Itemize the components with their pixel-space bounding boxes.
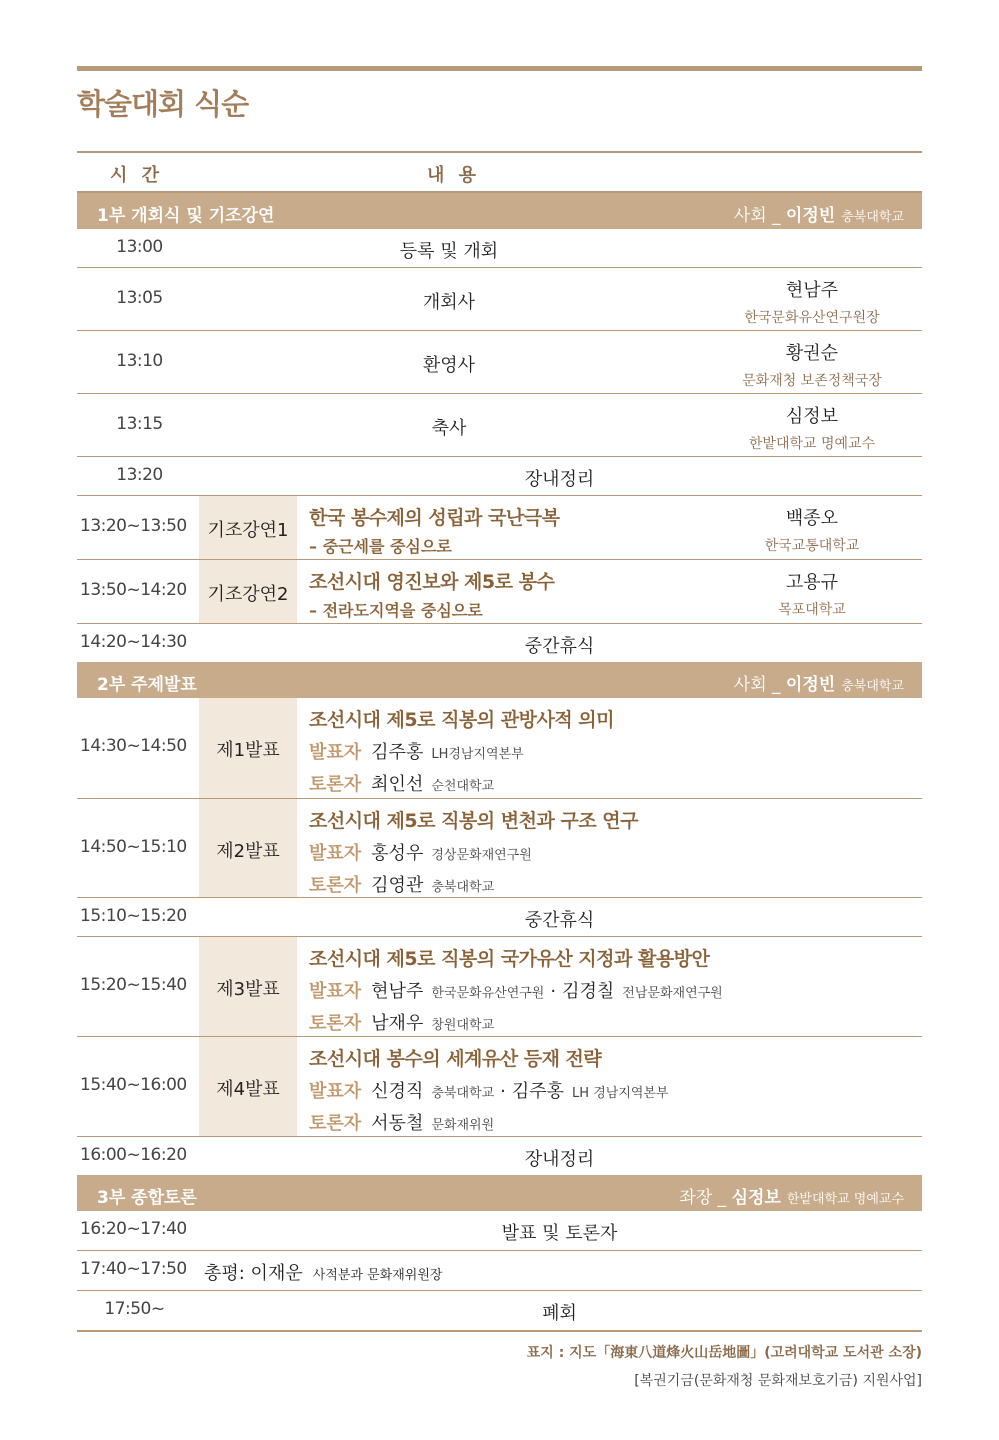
- section-title: 1부 개회식 및 기조강연: [97, 206, 275, 226]
- row-time: 13:15: [116, 414, 163, 434]
- review-row: 총평: 이재운 사적분과 문화재위원장: [204, 1263, 443, 1284]
- section-host: 좌장 _ 심정보 한밭대학교 명예교수: [679, 1188, 904, 1208]
- person: 심정보 한밭대학교 명예교수: [748, 406, 876, 452]
- presentation-talk: 조선시대 제5로 직봉의 관방사적 의미 발표자 김주홍 LH경남지역본부 토론자 최인선 순천대학교: [309, 709, 614, 795]
- section-part1: [77, 193, 922, 229]
- table-row: [77, 1211, 922, 1251]
- top-rule: [77, 66, 922, 71]
- cover-credit: 표지 : 지도「海東八道烽火山岳地圖」(고려대학교 도서관 소장): [526, 1345, 922, 1361]
- row-time: 13:20: [116, 465, 163, 485]
- table-header: [77, 151, 922, 193]
- table-row: [77, 457, 922, 496]
- program-table: [77, 151, 922, 1332]
- presentation-tag: 제2발표: [199, 799, 297, 897]
- row-time: 17:50~: [104, 1299, 165, 1319]
- person: 현남주 한국문화유산연구원장: [744, 280, 880, 326]
- keynote-row: [77, 496, 922, 560]
- table-row: [77, 1291, 922, 1332]
- row-text: 등록 및 개회: [399, 241, 499, 262]
- row-text: 장내정리: [524, 469, 595, 490]
- row-time: 14:20~14:30: [80, 632, 187, 652]
- table-row: [77, 1251, 922, 1291]
- keynote-talk: 조선시대 영진보와 제5로 봉수 – 전라도지역을 중심으로: [309, 571, 555, 620]
- row-time: 16:00~16:20: [80, 1145, 187, 1165]
- keynote-tag: 기조강연1: [199, 496, 297, 559]
- section-title: 3부 종합토론: [97, 1188, 197, 1208]
- row-time: 17:40~17:50: [80, 1259, 187, 1279]
- page-title: 학술대회 식순: [77, 87, 249, 121]
- row-time: 13:20~13:50: [80, 516, 187, 536]
- row-text: 개회사: [422, 292, 476, 313]
- person: 고용규 목포대학교: [778, 572, 846, 618]
- table-row: [77, 268, 922, 331]
- section-part3: [77, 1175, 922, 1211]
- presentation-row: [77, 698, 922, 799]
- funding-note: [복권기금(문화재청 문화재보호기금) 지원사업]: [634, 1373, 922, 1389]
- presentation-tag: 제1발표: [199, 698, 297, 798]
- row-text: 장내정리: [524, 1149, 595, 1170]
- person: 황권순 문화재청 보존정책국장: [742, 343, 882, 389]
- table-row: [77, 331, 922, 394]
- row-text: 중간휴식: [524, 910, 595, 931]
- section-host: 사회 _ 이정빈 충북대학교: [733, 675, 904, 695]
- keynote-row: [77, 560, 922, 624]
- table-row: [77, 898, 922, 937]
- person: 백종오 한국교통대학교: [764, 508, 860, 554]
- row-text: 축사: [431, 418, 467, 439]
- table-row: [77, 229, 922, 268]
- row-time: 15:40~16:00: [80, 1075, 187, 1095]
- section-host: 사회 _ 이정빈 충북대학교: [733, 206, 904, 226]
- table-row: [77, 624, 922, 662]
- table-row: [77, 394, 922, 457]
- row-time: 13:05: [116, 288, 163, 308]
- presentation-talk: 조선시대 제5로 직봉의 국가유산 지정과 활용방안 발표자 현남주 한국문화유산연구원 · 김경칠 전남문화재연구원 토론자 남재우 창원대학교: [309, 948, 723, 1034]
- presentation-row: [77, 799, 922, 898]
- row-time: 15:10~15:20: [80, 906, 187, 926]
- keynote-talk: 한국 봉수제의 성립과 국난극복 – 중근세를 중심으로: [309, 507, 560, 556]
- row-time: 14:30~14:50: [80, 736, 187, 756]
- row-time: 13:10: [116, 351, 163, 371]
- presentation-row: [77, 1037, 922, 1137]
- header-time: 시 간: [110, 165, 164, 186]
- row-text: 폐회: [542, 1303, 577, 1324]
- presentation-talk: 조선시대 제5로 직봉의 변천과 구조 연구 발표자 홍성우 경상문화재연구원 토론자 김영관 충북대학교: [309, 810, 638, 896]
- row-time: 13:50~14:20: [80, 580, 187, 600]
- row-time: 15:20~15:40: [80, 975, 187, 995]
- section-title: 2부 주제발표: [97, 675, 197, 695]
- row-time: 14:50~15:10: [80, 837, 187, 857]
- section-part2: [77, 662, 922, 698]
- presentation-talk: 조선시대 봉수의 세계유산 등재 전략 발표자 신경직 충북대학교 · 김주홍 LH 경남지역본부 토론자 서동철 문화재위원: [309, 1048, 669, 1134]
- row-text: 발표 및 토론자: [501, 1223, 618, 1244]
- row-time: 16:20~17:40: [80, 1219, 187, 1239]
- presentation-tag: 제3발표: [199, 937, 297, 1036]
- presentation-row: [77, 937, 922, 1037]
- row-time: 13:00: [116, 237, 163, 257]
- header-content: 내 용: [427, 165, 481, 186]
- row-text: 환영사: [422, 355, 476, 376]
- keynote-tag: 기조강연2: [199, 560, 297, 623]
- presentation-tag: 제4발표: [199, 1037, 297, 1136]
- row-text: 중간휴식: [524, 636, 595, 657]
- table-row: [77, 1137, 922, 1175]
